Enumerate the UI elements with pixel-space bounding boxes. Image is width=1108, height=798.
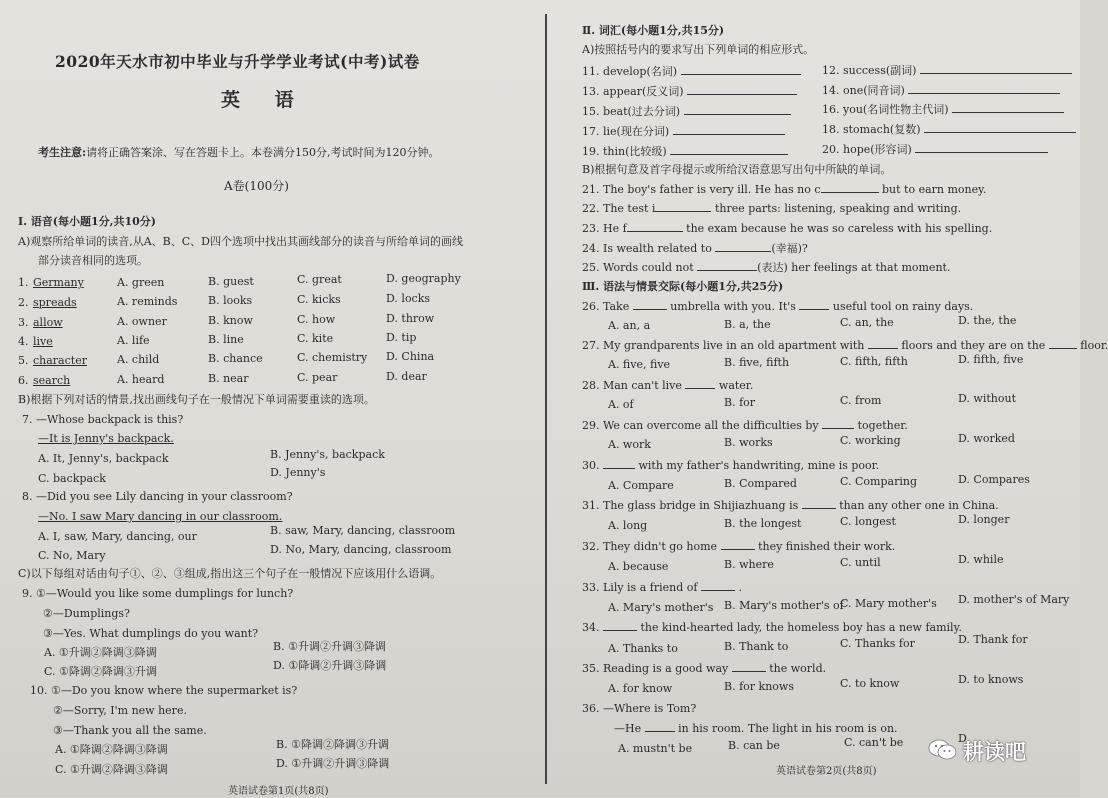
vocab-16: 16. you(名词性物主代词)	[822, 102, 1064, 116]
vocab-12: 12. success(副词)	[822, 63, 1072, 77]
notice	[38, 146, 440, 159]
vocab-13: 13. appear(反义词)	[582, 84, 797, 98]
option-d: D. Jenny's	[270, 466, 326, 479]
option-c: C. backpack	[38, 472, 106, 485]
question-number: 5.	[18, 354, 29, 367]
answer-blank[interactable]	[633, 299, 667, 310]
option-b: B. Jenny's, backpack	[270, 448, 385, 461]
option-d: D.	[958, 732, 970, 745]
question-31: 31. The glass bridge in Shijiazhuang is than any other one in China.	[582, 499, 999, 512]
answer-blank[interactable]	[673, 124, 785, 135]
option-a: A. for know	[608, 682, 673, 695]
option-b: B. the longest	[724, 517, 802, 530]
question-35: 35. Reading is a good way the world.	[582, 662, 827, 675]
option-c: C. ①降调②降调③升调	[44, 665, 157, 678]
option-c: C. fifth, fifth	[840, 355, 908, 368]
option-b: B. Compared	[724, 477, 797, 490]
option-a: A. mustn't be	[618, 742, 693, 755]
question-word: character	[33, 354, 87, 367]
question-33: 33. Lily is a friend of .	[582, 581, 742, 594]
option-a: A. heard	[117, 373, 165, 386]
option-b: B. five, fifth	[724, 356, 790, 369]
option-d: D. without	[958, 392, 1016, 405]
option-d: D. China	[386, 350, 435, 363]
option-a: A. work	[608, 438, 651, 451]
option-a: A. Mary's mother's	[608, 601, 714, 614]
option-d: D. throw	[386, 312, 435, 325]
answer-blank[interactable]	[697, 260, 757, 271]
question-36-line-2: —He in his room. The light in his room is on.	[614, 722, 898, 735]
option-c: C. until	[840, 556, 881, 569]
answer-blank[interactable]	[603, 458, 635, 469]
option-d: D. tip	[386, 331, 417, 344]
section-b-instruction: B)根据句意及首字母提示或所给汉语意思写出句中所缺的单词。	[582, 163, 892, 176]
section-c-instruction: C)以下每组对话由句子①、②、③组成,指出这三个句子在一般情况下应该用什么语调。	[18, 567, 442, 580]
answer-blank[interactable]	[681, 64, 801, 75]
answer-blank[interactable]	[802, 498, 836, 509]
question-number: 1.	[18, 276, 29, 289]
answer-blank[interactable]	[924, 122, 1076, 133]
answer-blank[interactable]	[821, 182, 879, 193]
option-a: A. long	[608, 519, 648, 532]
question-8-answer: —No. I saw Mary dancing in our classroom.	[38, 510, 283, 523]
option-a: A. an, a	[608, 319, 651, 332]
option-a: A. life	[117, 334, 150, 347]
option-c: C. working	[840, 434, 901, 447]
option-d: D. fifth, five	[958, 353, 1024, 366]
question-23: 23. He f the exam because he was so careless with his spelling.	[582, 222, 993, 235]
question-34: 34. the kind-hearted lady, the homeless boy has a new family.	[582, 621, 962, 634]
option-a: A. child	[117, 353, 160, 366]
option-b: B. Thank to	[724, 640, 789, 653]
answer-blank[interactable]	[920, 63, 1072, 74]
option-b: B. for knows	[724, 680, 794, 693]
section-a-instruction: A)按照括号内的要求写出下列单词的相应形式。	[582, 43, 815, 56]
notice-text: 请将正确答案涂、写在答题卡上。本卷满分150分,考试时间为120分钟。	[86, 146, 440, 159]
option-c: C. an, the	[840, 316, 894, 329]
question-word: spreads	[33, 296, 77, 309]
option-b: B. can be	[728, 739, 780, 752]
option-c: C. can't be	[844, 736, 904, 749]
question-number: 3.	[18, 316, 29, 329]
option-a: A. because	[608, 560, 669, 573]
option-d: D. the, the	[958, 314, 1017, 327]
option-a: A. ①升调②降调③降调	[44, 646, 157, 659]
question-36: 36. —Where is Tom?	[582, 702, 697, 715]
question-number: 4.	[18, 335, 29, 348]
option-a: A. Thanks to	[608, 642, 678, 655]
notice-label: 考生注意:	[38, 146, 87, 159]
option-b: B. chance	[208, 352, 263, 365]
answer-blank[interactable]	[822, 418, 854, 429]
question-word: live	[33, 335, 53, 348]
question-7: 7. —Whose backpack is this?	[22, 413, 184, 426]
question-28: 28. Man can't live water.	[582, 379, 754, 392]
vocab-19: 19. thin(比较级)	[582, 144, 788, 158]
question-22: 22. The test i three parts: listening, speaking and writing.	[582, 202, 962, 215]
option-b: B. ①升调②升调③降调	[273, 640, 386, 653]
question-29: 29. We can overcome all the difficulties by together.	[582, 419, 908, 432]
option-c: C. kite	[297, 332, 334, 345]
answer-blank[interactable]	[799, 299, 829, 310]
answer-blank[interactable]	[868, 338, 898, 349]
question-27: 27. My grandparents live in an old apartment with floors and they are on the floor.	[582, 339, 1108, 352]
option-d: D. longer	[958, 513, 1010, 526]
option-c: C. pear	[297, 371, 338, 384]
option-c: C. ①升调②降调③降调	[55, 763, 168, 776]
answer-blank[interactable]	[684, 104, 791, 115]
answer-blank[interactable]	[915, 142, 1048, 153]
option-b: B. for	[724, 396, 756, 409]
part-a-title: A卷(100分)	[224, 179, 289, 193]
section-a-instruction-2: 部分读音相同的选项。	[38, 254, 148, 267]
option-b: B. guest	[208, 275, 254, 288]
question-word: Germany	[33, 276, 84, 289]
subject-title: 英 语	[221, 89, 308, 111]
option-d: D. ①升调②升调③降调	[276, 757, 390, 770]
option-a: A. It, Jenny's, backpack	[38, 452, 169, 465]
left-page	[0, 0, 545, 797]
option-d: D. geography	[386, 272, 461, 285]
answer-blank[interactable]	[1049, 338, 1077, 349]
answer-blank[interactable]	[732, 661, 766, 672]
option-c: C. how	[297, 313, 336, 326]
option-a: A. owner	[117, 315, 167, 328]
option-d: D. locks	[386, 292, 431, 305]
question-24: 24. Is wealth related to (幸福)?	[582, 242, 808, 255]
vocab-11: 11. develop(名词)	[582, 64, 801, 78]
answer-blank[interactable]	[655, 201, 711, 212]
option-b: B. looks	[208, 294, 253, 307]
question-number: 2.	[18, 296, 29, 309]
option-c: C. from	[840, 394, 882, 407]
option-d: D. dear	[386, 370, 427, 383]
section-3-heading: Ⅲ. 语法与情景交际(每小题1分,共25分)	[582, 280, 784, 293]
answer-blank[interactable]	[908, 83, 1060, 94]
question-9-line-2: ②—Dumplings?	[43, 607, 130, 620]
question-word: search	[33, 374, 71, 387]
question-10: 10. ①—Do you know where the supermarket is?	[30, 684, 298, 697]
vocab-17: 17. lie(现在分词)	[582, 124, 785, 138]
question-8: 8. —Did you see Lily dancing in your classroom?	[22, 490, 293, 503]
option-c: C. great	[297, 273, 342, 286]
option-a: A. Compare	[608, 479, 674, 492]
option-c: C. Thanks for	[840, 637, 915, 650]
answer-blank[interactable]	[603, 620, 637, 631]
option-c: C. Comparing	[840, 475, 917, 488]
option-c: C. chemistry	[297, 351, 368, 364]
answer-blank[interactable]	[685, 378, 715, 389]
answer-blank[interactable]	[645, 721, 675, 732]
question-word: allow	[33, 316, 63, 329]
option-a: A. five, five	[608, 358, 671, 371]
page-footer-left: 英语试卷第1页(共8页)	[228, 786, 329, 797]
option-a: A. ①降调②降调③降调	[55, 743, 168, 756]
watermark-text: 耕读吧	[963, 740, 1026, 764]
option-b: B. line	[208, 333, 244, 346]
question-number: 6.	[18, 374, 29, 387]
question-21: 21. The boy's father is very ill. He has no c but to earn money.	[582, 183, 987, 196]
question-30: 30. with my father's handwriting, mine is poor.	[582, 459, 880, 472]
option-b: B. saw, Mary, dancing, classroom	[270, 524, 456, 537]
answer-blank[interactable]	[721, 539, 755, 550]
answer-blank[interactable]	[627, 221, 683, 232]
option-d: D. to knows	[958, 673, 1024, 686]
option-d: D. No, Mary, dancing, classroom	[270, 543, 452, 556]
option-c: C. Mary mother's	[840, 597, 937, 610]
option-b: B. where	[724, 558, 774, 571]
option-c: C. No, Mary	[38, 549, 106, 562]
option-d: D. mother's of Mary	[958, 593, 1070, 606]
option-a: A. reminds	[117, 295, 178, 308]
option-b: B. ①降调②降调③升调	[276, 738, 389, 751]
section-1-heading: Ⅰ. 语音(每小题1分,共10分)	[18, 215, 157, 228]
question-26: 26. Take umbrella with you. It's useful tool on rainy days.	[582, 300, 974, 313]
option-c: C. kicks	[297, 293, 341, 306]
question-10-line-3: ③—Thank you all the same.	[53, 724, 207, 737]
watermark	[928, 732, 1048, 766]
question-9: 9. ①—Would you like some dumplings for lunch?	[22, 587, 294, 600]
answer-blank[interactable]	[687, 84, 797, 95]
answer-blank[interactable]	[715, 241, 771, 252]
page-footer-right: 英语试卷第2页(共8页)	[776, 766, 877, 777]
question-32: 32. They didn't go home they finished their work.	[582, 540, 896, 553]
option-d: D. worked	[958, 432, 1015, 445]
vocab-15: 15. beat(过去分词)	[582, 104, 791, 118]
page-divider	[545, 14, 547, 784]
option-c: C. longest	[840, 515, 896, 528]
section-a-instruction: A)观察所给单词的读音,从A、B、C、D四个选项中找出其画线部分的读音与所给单词的画线	[18, 235, 463, 248]
answer-blank[interactable]	[952, 102, 1064, 113]
answer-blank[interactable]	[701, 580, 735, 591]
option-c: C. to know	[840, 677, 900, 690]
question-9-line-3: ③—Yes. What dumplings do you want?	[43, 627, 259, 640]
option-b: B. near	[208, 372, 249, 385]
question-10-line-2: ②—Sorry, I'm new here.	[53, 704, 187, 717]
option-b: B. a, the	[724, 318, 771, 331]
option-d: D. ①降调②升调③降调	[273, 659, 387, 672]
section-2-heading: Ⅱ. 词汇(每小题1分,共15分)	[582, 24, 725, 37]
vocab-14: 14. one(同音词)	[822, 83, 1060, 97]
option-d: D. Thank for	[958, 633, 1028, 646]
section-b-instruction: B)根据下列对话的情景,找出画线句子在一般情况下单词需要重读的选项。	[18, 393, 375, 406]
option-d: D. while	[958, 553, 1004, 566]
option-b: B. know	[208, 314, 253, 327]
option-a: A. of	[608, 398, 634, 411]
question-25: 25. Words could not (表达) her feelings at that moment.	[582, 261, 951, 274]
vocab-20: 20. hope(形容词)	[822, 142, 1048, 156]
option-d: D. Compares	[958, 473, 1030, 486]
right-page	[548, 0, 1108, 797]
vocab-18: 18. stomach(复数)	[822, 122, 1076, 136]
option-a: A. I, saw, Mary, dancing, our	[38, 530, 197, 543]
option-a: A. green	[117, 276, 165, 289]
option-b: B. works	[724, 436, 773, 449]
wechat-icon	[928, 738, 958, 762]
answer-blank[interactable]	[670, 144, 788, 155]
option-b: B. Mary's mother's of	[724, 599, 844, 612]
exam-title: 2020年天水市初中毕业与升学学业考试(中考)试卷	[55, 52, 420, 71]
question-7-answer: —It is Jenny's backpack.	[38, 432, 174, 445]
